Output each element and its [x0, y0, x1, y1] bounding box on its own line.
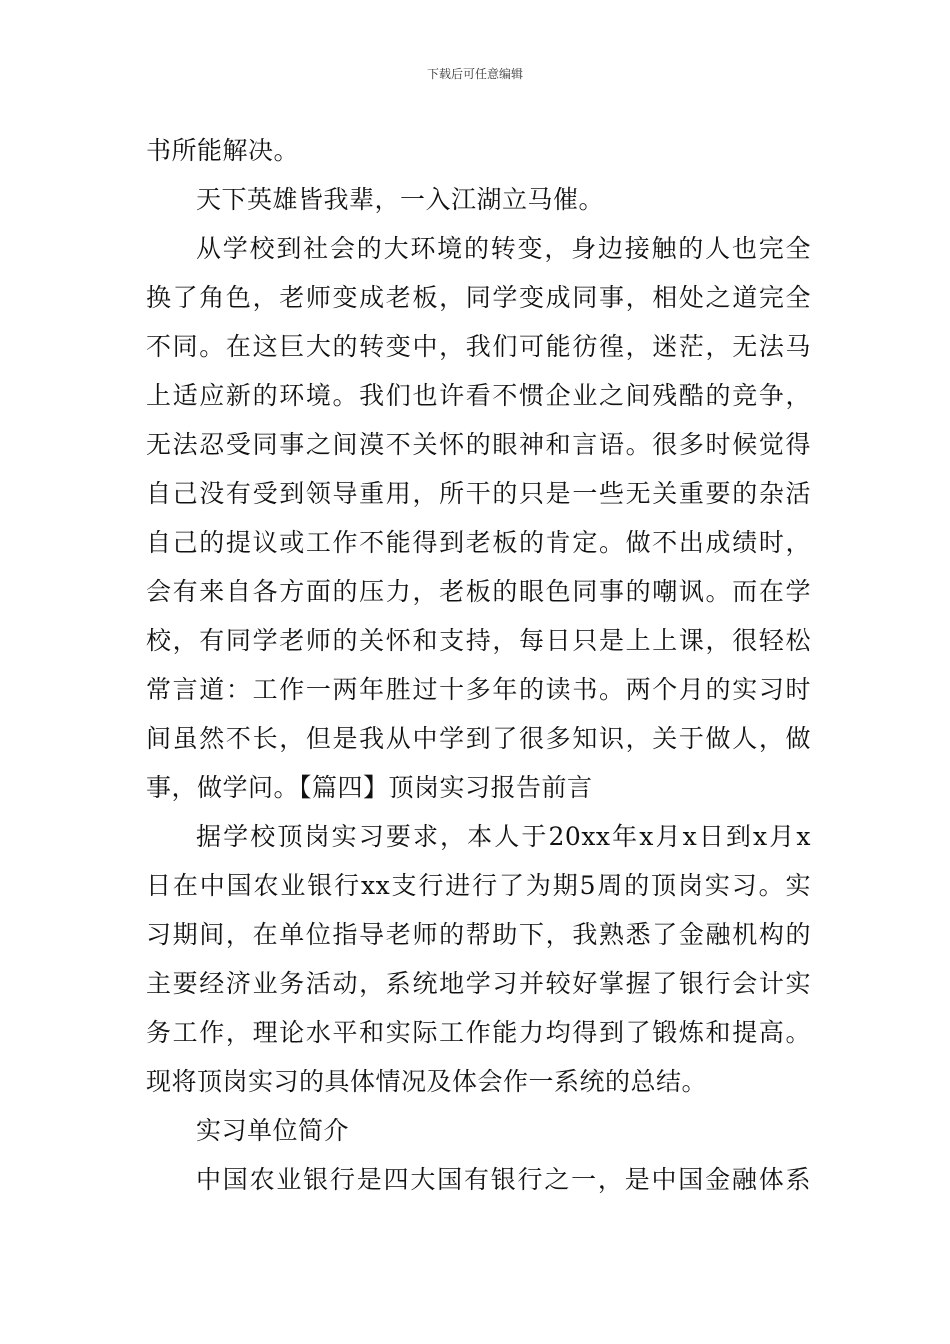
- text-line: 从学校到社会的大环境的转变，身边接触的人也完全: [196, 234, 811, 263]
- text-line: 中国农业银行是四大国有银行之一，是中国金融体系: [196, 1165, 811, 1194]
- text-line: 上适应新的环境。我们也许看不惯企业之间残酷的竞争，: [146, 381, 811, 410]
- section-heading: 实习单位简介: [196, 1116, 350, 1145]
- text-line: 天下英雄皆我辈，一入江湖立马催。: [196, 185, 605, 214]
- text-line: 自己没有受到领导重用，所干的只是一些无关重要的杂活: [146, 479, 811, 508]
- text-line: 换了角色，老师变成老板，同学变成同事，相处之道完全: [146, 283, 811, 312]
- text-line: 习期间，在单位指导老师的帮助下，我熟悉了金融机构的: [146, 920, 811, 949]
- text-line: 无法忍受同事之间漠不关怀的眼神和言语。很多时候觉得: [146, 430, 811, 459]
- text-line: 主要经济业务活动，系统地学习并较好掌握了银行会计实: [146, 969, 811, 998]
- text-line: 事，做学问。【篇四】顶岗实习报告前言: [146, 773, 593, 802]
- text-line: 务工作，理论水平和实际工作能力均得到了锻炼和提高。: [146, 1018, 811, 1047]
- document-body: [146, 126, 811, 1204]
- text-line: 书所能解决。: [146, 136, 300, 165]
- page-header: 下载后可任意编辑: [426, 67, 523, 81]
- text-line: 会有来自各方面的压力，老板的眼色同事的嘲讽。而在学: [146, 577, 811, 606]
- text-line: 常言道：工作一两年胜过十多年的读书。两个月的实习时: [146, 675, 811, 704]
- text-line: 自己的提议或工作不能得到老板的肯定。做不出成绩时，: [146, 528, 811, 557]
- text-line: 现将顶岗实习的具体情况及体会作一系统的总结。: [146, 1067, 708, 1096]
- text-line: 不同。在这巨大的转变中，我们可能彷徨，迷茫，无法马: [146, 332, 811, 361]
- text-line: 日在中国农业银行xx支行进行了为期5周的顶岗实习。实: [146, 871, 811, 900]
- text-line: 间虽然不长，但是我从中学到了很多知识，关于做人，做: [146, 724, 811, 753]
- text-line: 据学校顶岗实习要求，本人于20xx年x月x日到x月x: [196, 822, 811, 851]
- text-line: 校，有同学老师的关怀和支持，每日只是上上课，很轻松: [146, 626, 811, 655]
